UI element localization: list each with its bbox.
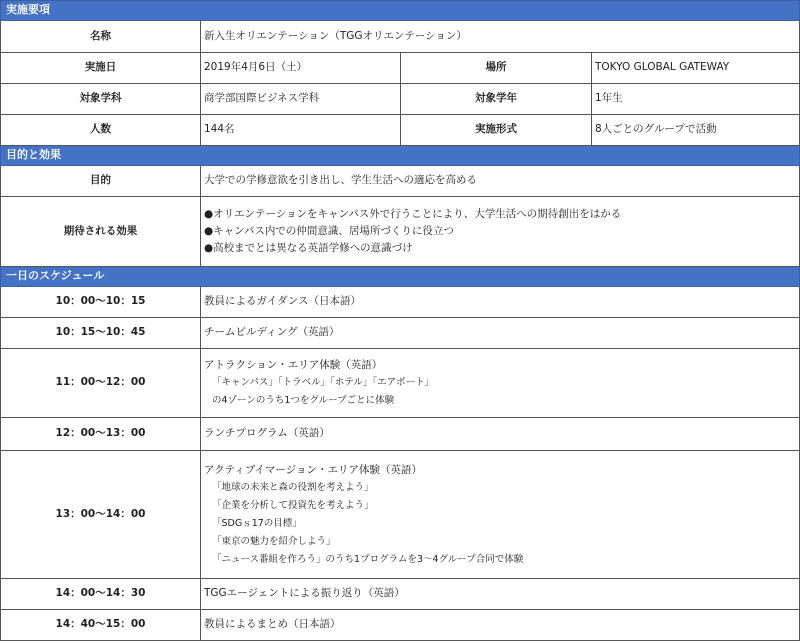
- section-header-schedule: 一日のスケジュール: [1, 267, 800, 287]
- goal-value: 大学での学修意欲を引き出し、学生生活への適応を高める: [201, 166, 800, 197]
- schedule-cell: [201, 349, 800, 418]
- effects-row: [1, 197, 800, 267]
- effects-value: [201, 197, 800, 267]
- effects-label: 期待される効果: [1, 197, 201, 267]
- schedule-row: [1, 579, 800, 610]
- count-label: 人数: [1, 115, 201, 146]
- schedule-detail: 「地球の未来と森の役割を考えよう」: [212, 481, 374, 493]
- schedule-time: 10：15〜10：45: [1, 318, 201, 349]
- effect-item: ●オリエンテーションをキャンパス外で行うことにより、大学生活への期待創出をはかる: [204, 208, 622, 220]
- name-row: [1, 21, 800, 53]
- schedule-time: 10：00〜10：15: [1, 287, 201, 318]
- date-place-row: [1, 53, 800, 84]
- schedule-title: チームビルディング（英語）: [201, 318, 800, 349]
- schedule-time: 11：00〜12：00: [1, 349, 201, 418]
- schedule-detail: 「SDGｓ17の目標」: [212, 517, 302, 529]
- grade-label: 対象学年: [401, 84, 592, 115]
- schedule-detail: 「企業を分析して投資先を考えよう」: [212, 499, 374, 511]
- date-value: 2019年4月6日（土）: [201, 53, 401, 84]
- schedule-row: [1, 318, 800, 349]
- section-schedule-row: [1, 267, 800, 287]
- count-format-row: [1, 115, 800, 146]
- date-label: 実施日: [1, 53, 201, 84]
- schedule-detail: 「ニュース番組を作ろう」のうち1プログラムを3〜4グループ合同で体験: [212, 553, 524, 565]
- schedule-detail: の4ゾーンのうち1つをグループごとに体験: [212, 395, 395, 406]
- schedule-row: [1, 451, 800, 579]
- dept-value: 商学部国際ビジネス学科: [201, 84, 401, 115]
- schedule-row: [1, 287, 800, 318]
- schedule-title: 教員によるまとめ（日本語）: [201, 610, 800, 641]
- name-label: 名称: [1, 21, 201, 53]
- section-header-purpose: 目的と効果: [1, 146, 800, 166]
- grade-value: 1年生: [592, 84, 800, 115]
- schedule-row: [1, 610, 800, 641]
- count-value: 144名: [201, 115, 401, 146]
- schedule-title: アクティブイマージョン・エリア体験（英語）: [204, 463, 422, 476]
- name-value: 新入生オリエンテーション（TGGオリエンテーション）: [201, 21, 800, 53]
- dept-label: 対象学科: [1, 84, 201, 115]
- schedule-title: アトラクション・エリア体験（英語）: [204, 359, 383, 371]
- goal-row: [1, 166, 800, 197]
- place-value: TOKYO GLOBAL GATEWAY: [592, 53, 800, 84]
- schedule-detail: 「東京の魅力を紹介しよう」: [212, 535, 336, 547]
- schedule-title: TGGエージェントによる振り返り（英語）: [201, 579, 800, 610]
- section-overview-row: [1, 1, 800, 21]
- effect-item: ●キャンパス内での仲間意識、居場所づくりに役立つ: [204, 225, 454, 237]
- schedule-title: 教員によるガイダンス（日本語）: [201, 287, 800, 318]
- format-label: 実施形式: [401, 115, 592, 146]
- schedule-time: 14：00〜14：30: [1, 579, 201, 610]
- schedule-row: [1, 349, 800, 418]
- schedule-time: 13：00〜14：00: [1, 451, 201, 579]
- format-value: 8人ごとのグループで活動: [592, 115, 800, 146]
- effect-item: ●高校までとは異なる英語学修への意識づけ: [204, 242, 413, 254]
- schedule-title: ランチプログラム（英語）: [201, 418, 800, 451]
- section-purpose-row: [1, 146, 800, 166]
- place-label: 場所: [401, 53, 592, 84]
- schedule-time: 14：40〜15：00: [1, 610, 201, 641]
- goal-label: 目的: [1, 166, 201, 197]
- schedule-row: [1, 418, 800, 451]
- schedule-cell: [201, 451, 800, 579]
- schedule-time: 12：00〜13：00: [1, 418, 201, 451]
- section-header-overview: 実施要項: [1, 1, 800, 21]
- dept-grade-row: [1, 84, 800, 115]
- schedule-detail: 「キャンパス」「トラベル」「ホテル」「エアポート」: [212, 377, 435, 388]
